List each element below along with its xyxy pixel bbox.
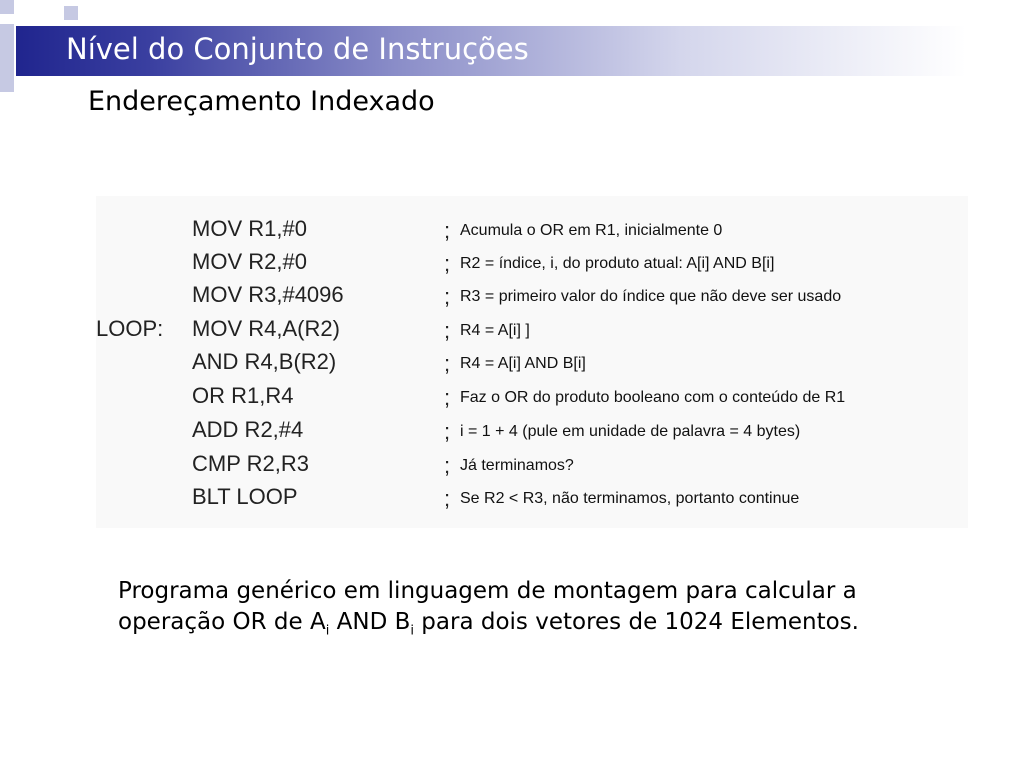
caption-part: para dois vetores de 1024 Elementos.: [414, 609, 859, 635]
code-comment: R4 = A[i] AND B[i]: [460, 355, 586, 372]
code-instruction: MOV R2,#0: [192, 249, 307, 274]
code-instruction: MOV R1,#0: [192, 216, 307, 241]
code-comment: Se R2 < R3, não terminamos, portanto continue: [460, 490, 800, 507]
decorative-square: [0, 0, 14, 14]
code-instruction: BLT LOOP: [192, 484, 298, 509]
code-semicolon: ;: [444, 251, 451, 276]
code-semicolon: ;: [444, 419, 451, 444]
code-row: [96, 316, 968, 350]
code-instruction: OR R1,R4: [192, 383, 294, 408]
code-semicolon: ;: [444, 351, 451, 376]
caption-part: AND B: [329, 609, 411, 635]
code-instruction: AND R4,B(R2): [192, 349, 337, 374]
code-row: [96, 484, 968, 518]
code-semicolon: ;: [444, 284, 451, 309]
code-comment: i = 1 + 4 (pule em unidade de palavra = 4 bytes): [460, 423, 801, 440]
code-semicolon: ;: [444, 218, 451, 243]
code-row: [96, 282, 968, 316]
code-instruction: ADD R2,#4: [192, 417, 304, 442]
code-semicolon: ;: [444, 486, 451, 511]
code-row: [96, 249, 968, 283]
code-semicolon: ;: [444, 385, 451, 410]
caption-part: Programa genérico em linguagem de montagem para calcular a operação OR de A: [118, 578, 857, 635]
code-comment: R4 = A[i] ]: [460, 322, 530, 339]
code-semicolon: ;: [444, 453, 451, 478]
code-comment: R2 = índice, i, do produto atual: A[i] AND B[i]: [460, 255, 775, 272]
caption-subscript: i: [410, 623, 414, 639]
assembly-code-listing: [96, 196, 968, 528]
code-comment: R3 = primeiro valor do índice que não deve ser usado: [460, 288, 842, 305]
code-row: [96, 451, 968, 485]
code-instruction: MOV R3,#4096: [192, 282, 344, 307]
code-comment: Já terminamos?: [460, 457, 574, 474]
caption-text: [118, 576, 948, 647]
code-semicolon: ;: [444, 318, 451, 343]
code-row: [96, 349, 968, 383]
code-row: [96, 417, 968, 451]
slide-title: Nível do Conjunto de Instruções: [66, 32, 529, 66]
code-row: [96, 383, 968, 417]
decorative-bar: [0, 24, 14, 92]
code-comment: Faz o OR do produto booleano com o conteúdo de R1: [460, 389, 846, 406]
code-row: [96, 216, 968, 250]
decorative-square: [64, 6, 78, 20]
code-comment: Acumula o OR em R1, inicialmente 0: [460, 222, 723, 239]
code-label: LOOP:: [96, 316, 164, 341]
caption-subscript: i: [325, 623, 330, 639]
code-instruction: MOV R4,A(R2): [192, 316, 340, 341]
code-instruction: CMP R2,R3: [192, 451, 309, 476]
slide-subtitle: Endereçamento Indexado: [88, 86, 435, 117]
